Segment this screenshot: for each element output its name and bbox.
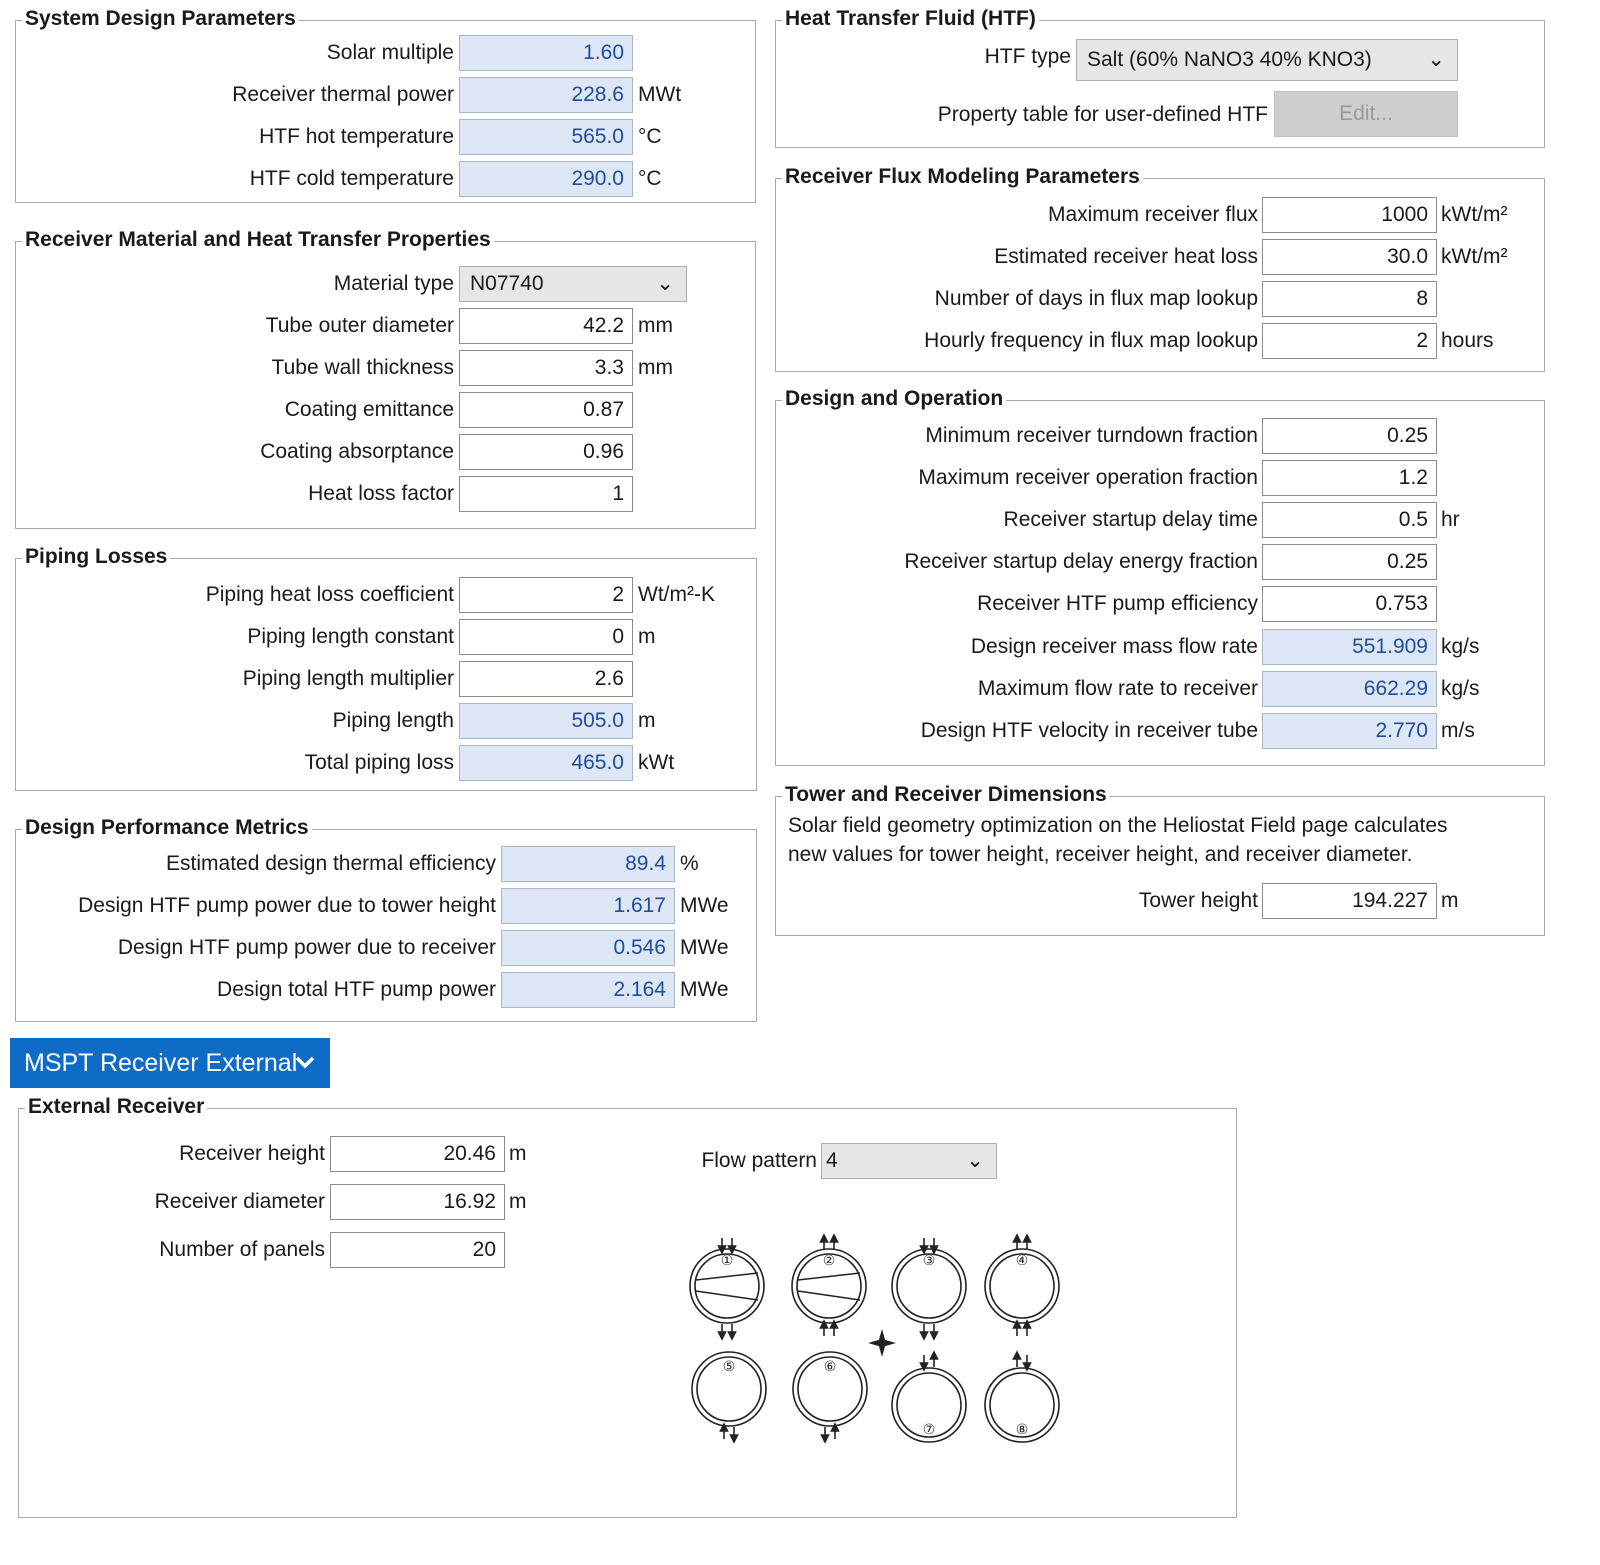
htf-velocity-label: Design HTF velocity in receiver tube bbox=[920, 719, 1258, 742]
pump-power-receiver-field[interactable]: 0.546 bbox=[501, 930, 675, 966]
receiver-material-group bbox=[15, 228, 756, 529]
tube-outer-diameter-unit: mm bbox=[638, 314, 673, 337]
coating-absorptance-field[interactable]: 0.96 bbox=[459, 434, 633, 470]
pump-power-tower-field[interactable]: 1.617 bbox=[501, 888, 675, 924]
tube-outer-diameter-field[interactable]: 42.2 bbox=[459, 308, 633, 344]
max-operation-field[interactable]: 1.2 bbox=[1262, 460, 1437, 496]
heat-loss-factor-label: Heat loss factor bbox=[308, 482, 454, 505]
tube-outer-diameter-label: Tube outer diameter bbox=[265, 314, 454, 337]
receiver-height-label: Receiver height bbox=[179, 1142, 325, 1165]
tower-dimensions-note-line1: Solar field geometry optimization on the Heliostat Field page calculates bbox=[788, 814, 1448, 837]
htf-group bbox=[775, 7, 1545, 148]
startup-delay-time-unit: hr bbox=[1441, 508, 1460, 531]
material-type-value: N07740 bbox=[470, 272, 544, 295]
thermal-efficiency-label: Estimated design thermal efficiency bbox=[166, 852, 496, 875]
max-flow-rate-label: Maximum flow rate to receiver bbox=[977, 677, 1258, 700]
piping-losses-title: Piping Losses bbox=[22, 543, 170, 571]
tube-wall-thickness-field[interactable]: 3.3 bbox=[459, 350, 633, 386]
flux-map-days-label: Number of days in flux map lookup bbox=[934, 287, 1258, 310]
solar-multiple-field[interactable]: 1.60 bbox=[459, 35, 633, 71]
receiver-diameter-unit: m bbox=[509, 1190, 527, 1213]
system-design-title: System Design Parameters bbox=[22, 5, 299, 33]
mass-flow-rate-label: Design receiver mass flow rate bbox=[970, 635, 1258, 658]
receiver-material-title: Receiver Material and Heat Transfer Properties bbox=[22, 226, 494, 254]
tower-dimensions-title: Tower and Receiver Dimensions bbox=[782, 781, 1110, 809]
piping-length-field[interactable]: 505.0 bbox=[459, 703, 633, 739]
piping-length-constant-label: Piping length constant bbox=[247, 625, 454, 648]
total-piping-loss-unit: kWt bbox=[638, 751, 675, 774]
flow-pattern-6-number: ⑥ bbox=[823, 1359, 837, 1375]
flow-pattern-select[interactable] bbox=[821, 1143, 997, 1179]
min-turndown-field[interactable]: 0.25 bbox=[1262, 418, 1437, 454]
htf-velocity-unit: m/s bbox=[1441, 719, 1475, 742]
mass-flow-rate-unit: kg/s bbox=[1441, 635, 1480, 658]
flow-pattern-1-number: ① bbox=[720, 1253, 734, 1269]
edit-button[interactable]: Edit... bbox=[1274, 91, 1458, 137]
flux-modeling-group bbox=[775, 165, 1545, 372]
tower-dimensions-group bbox=[775, 783, 1545, 936]
max-operation-label: Maximum receiver operation fraction bbox=[918, 466, 1258, 489]
piping-losses-group bbox=[15, 545, 757, 791]
flow-pattern-8-number: ⑧ bbox=[1015, 1422, 1029, 1438]
chevron-down-icon: ⌄ bbox=[966, 1149, 984, 1172]
htf-type-label: HTF type bbox=[984, 45, 1071, 68]
pump-power-tower-label: Design HTF pump power due to tower height bbox=[78, 894, 496, 917]
system-design-group bbox=[15, 7, 756, 203]
thermal-efficiency-unit: % bbox=[680, 852, 699, 875]
pump-power-receiver-unit: MWe bbox=[680, 936, 729, 959]
number-of-panels-label: Number of panels bbox=[159, 1238, 325, 1261]
mspt-receiver-external-label: MSPT Receiver External bbox=[24, 1049, 298, 1077]
startup-delay-time-field[interactable]: 0.5 bbox=[1262, 502, 1437, 538]
design-performance-group bbox=[15, 816, 757, 1022]
receiver-thermal-power-label: Receiver thermal power bbox=[232, 83, 454, 106]
max-flow-rate-field[interactable]: 662.29 bbox=[1262, 671, 1437, 707]
receiver-height-field[interactable]: 20.46 bbox=[330, 1136, 505, 1172]
piping-heat-loss-coefficient-unit: Wt/m²-K bbox=[638, 583, 715, 606]
design-performance-title: Design Performance Metrics bbox=[22, 814, 312, 842]
flow-pattern-7-number: ⑦ bbox=[922, 1422, 936, 1438]
tower-height-unit: m bbox=[1441, 889, 1459, 912]
solar-multiple-label: Solar multiple bbox=[326, 41, 454, 64]
total-piping-loss-label: Total piping loss bbox=[304, 751, 454, 774]
external-receiver-group bbox=[18, 1095, 1237, 1518]
startup-delay-time-label: Receiver startup delay time bbox=[1003, 508, 1258, 531]
flow-pattern-2-number: ② bbox=[822, 1253, 836, 1269]
total-pump-power-field[interactable]: 2.164 bbox=[501, 972, 675, 1008]
heat-loss-factor-field[interactable]: 1 bbox=[459, 476, 633, 512]
piping-length-unit: m bbox=[638, 709, 656, 732]
coating-emittance-label: Coating emittance bbox=[284, 398, 454, 421]
property-table-label: Property table for user-defined HTF bbox=[937, 103, 1268, 126]
estimated-heat-loss-unit: kWt/m² bbox=[1441, 245, 1508, 268]
flux-map-frequency-field[interactable]: 2 bbox=[1262, 323, 1437, 359]
flux-map-frequency-label: Hourly frequency in flux map lookup bbox=[924, 329, 1258, 352]
receiver-height-unit: m bbox=[509, 1142, 527, 1165]
htf-hot-temp-label: HTF hot temperature bbox=[259, 125, 454, 148]
tower-dimensions-note-line2: new values for tower height, receiver height, and receiver diameter. bbox=[788, 843, 1413, 866]
total-pump-power-label: Design total HTF pump power bbox=[217, 978, 496, 1001]
htf-type-value: Salt (60% NaNO3 40% KNO3) bbox=[1087, 48, 1372, 71]
pump-efficiency-label: Receiver HTF pump efficiency bbox=[977, 592, 1258, 615]
flow-pattern-4-number: ④ bbox=[1015, 1253, 1029, 1269]
piping-length-multiplier-label: Piping length multiplier bbox=[242, 667, 454, 690]
htf-hot-temp-field[interactable]: 565.0 bbox=[459, 119, 633, 155]
total-pump-power-unit: MWe bbox=[680, 978, 729, 1001]
htf-title: Heat Transfer Fluid (HTF) bbox=[782, 5, 1039, 33]
mspt-receiver-external-button[interactable] bbox=[10, 1038, 330, 1088]
estimated-heat-loss-label: Estimated receiver heat loss bbox=[994, 245, 1258, 268]
max-flow-rate-unit: kg/s bbox=[1441, 677, 1480, 700]
flux-map-frequency-unit: hours bbox=[1441, 329, 1494, 352]
tube-wall-thickness-label: Tube wall thickness bbox=[271, 356, 454, 379]
tube-wall-thickness-unit: mm bbox=[638, 356, 673, 379]
receiver-diameter-field[interactable]: 16.92 bbox=[330, 1184, 505, 1220]
pump-power-tower-unit: MWe bbox=[680, 894, 729, 917]
flow-pattern-5-number: ⑤ bbox=[722, 1359, 736, 1375]
chevron-down-icon: ⌄ bbox=[656, 272, 674, 295]
thermal-efficiency-field[interactable]: 89.4 bbox=[501, 846, 675, 882]
max-receiver-flux-field[interactable]: 1000 bbox=[1262, 197, 1437, 233]
material-type-label: Material type bbox=[333, 272, 454, 295]
pump-efficiency-field[interactable]: 0.753 bbox=[1262, 586, 1437, 622]
flux-modeling-title: Receiver Flux Modeling Parameters bbox=[782, 163, 1143, 191]
coating-emittance-field[interactable]: 0.87 bbox=[459, 392, 633, 428]
flux-map-days-field[interactable]: 8 bbox=[1262, 281, 1437, 317]
piping-length-multiplier-field[interactable]: 2.6 bbox=[459, 661, 633, 697]
flow-pattern-label: Flow pattern bbox=[701, 1149, 817, 1172]
design-operation-group bbox=[775, 387, 1545, 766]
piping-length-label: Piping length bbox=[332, 709, 454, 732]
flow-pattern-value: 4 bbox=[826, 1149, 838, 1172]
flow-pattern-3-number: ③ bbox=[922, 1253, 936, 1269]
number-of-panels-field[interactable]: 20 bbox=[330, 1232, 505, 1268]
external-receiver-title: External Receiver bbox=[25, 1093, 207, 1121]
compass-icon bbox=[868, 1329, 896, 1357]
startup-delay-energy-field[interactable]: 0.25 bbox=[1262, 544, 1437, 580]
design-operation-title: Design and Operation bbox=[782, 385, 1006, 413]
chevron-down-icon bbox=[294, 1038, 316, 1105]
total-piping-loss-field[interactable]: 465.0 bbox=[459, 745, 633, 781]
startup-delay-energy-label: Receiver startup delay energy fraction bbox=[904, 550, 1258, 573]
htf-hot-temp-unit: °C bbox=[638, 125, 662, 148]
min-turndown-label: Minimum receiver turndown fraction bbox=[925, 424, 1258, 447]
piping-heat-loss-coefficient-field[interactable]: 2 bbox=[459, 577, 633, 613]
htf-cold-temp-unit: °C bbox=[638, 167, 662, 190]
receiver-diameter-label: Receiver diameter bbox=[154, 1190, 325, 1213]
htf-cold-temp-label: HTF cold temperature bbox=[249, 167, 454, 190]
pump-power-receiver-label: Design HTF pump power due to receiver bbox=[117, 936, 496, 959]
piping-heat-loss-coefficient-label: Piping heat loss coefficient bbox=[205, 583, 454, 606]
max-receiver-flux-label: Maximum receiver flux bbox=[1047, 203, 1258, 226]
htf-type-select[interactable] bbox=[1076, 39, 1458, 81]
receiver-thermal-power-field[interactable]: 228.6 bbox=[459, 77, 633, 113]
mass-flow-rate-field[interactable]: 551.909 bbox=[1262, 629, 1437, 665]
tower-height-field[interactable]: 194.227 bbox=[1262, 883, 1437, 919]
receiver-thermal-power-unit: MWt bbox=[638, 83, 682, 106]
piping-length-constant-unit: m bbox=[638, 625, 656, 648]
material-type-select[interactable] bbox=[459, 266, 687, 302]
tower-height-label: Tower height bbox=[1138, 889, 1258, 912]
htf-cold-temp-field[interactable]: 290.0 bbox=[459, 161, 633, 197]
piping-length-constant-field[interactable]: 0 bbox=[459, 619, 633, 655]
flow-pattern-diagram bbox=[687, 1233, 1077, 1459]
htf-velocity-field[interactable]: 2.770 bbox=[1262, 713, 1437, 749]
max-receiver-flux-unit: kWt/m² bbox=[1441, 203, 1508, 226]
coating-absorptance-label: Coating absorptance bbox=[260, 440, 454, 463]
estimated-heat-loss-field[interactable]: 30.0 bbox=[1262, 239, 1437, 275]
chevron-down-icon: ⌄ bbox=[1427, 48, 1445, 71]
